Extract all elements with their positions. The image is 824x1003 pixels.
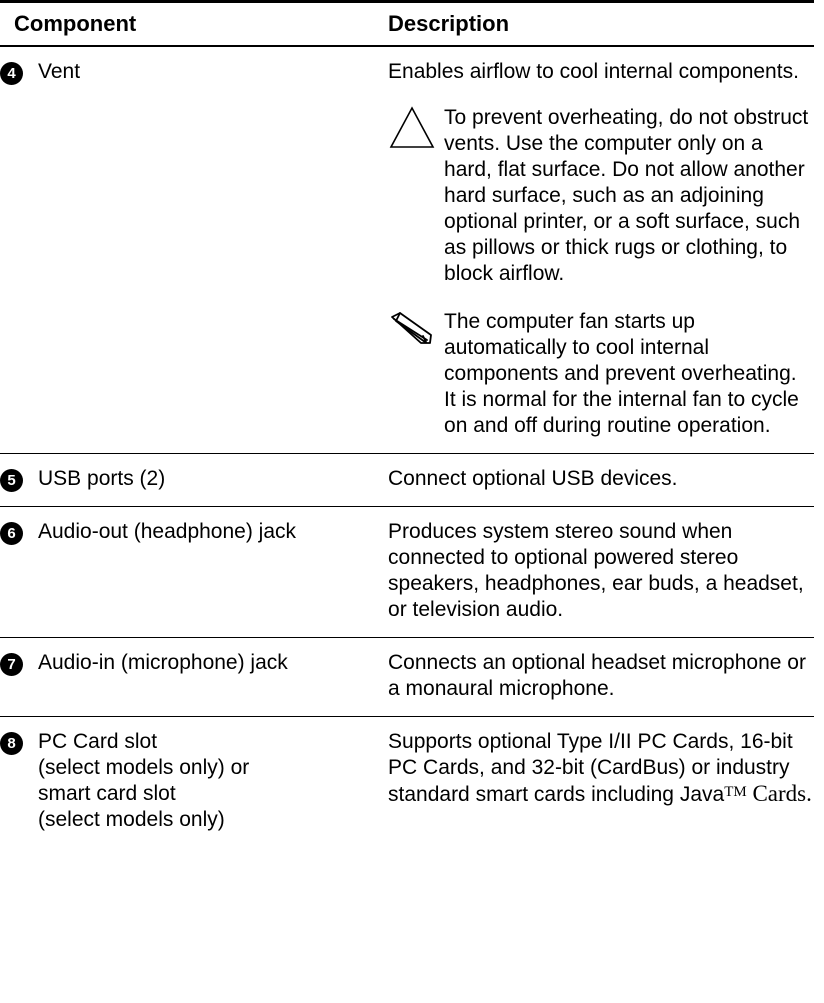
description-cell: [388, 46, 814, 454]
component-name-line: PC Card slot: [38, 730, 158, 753]
component-name-cell: [38, 46, 388, 454]
component-description: Produces system stereo sound when connected to optional powered stereo speakers, headphones, ear buds, a headset, or television audio.: [388, 520, 804, 621]
trademark-mark: TM: [724, 784, 747, 800]
header-component: Component: [0, 2, 388, 47]
table-row: [0, 46, 814, 454]
component-name-cell: [38, 454, 388, 507]
component-description: Enables airflow to cool internal components.: [388, 60, 799, 83]
description-suffix: Cards.: [746, 781, 812, 806]
table-header-row: [0, 2, 814, 47]
component-description: Connect optional USB devices.: [388, 467, 678, 490]
component-name: Audio-in (microphone) jack: [38, 651, 288, 674]
component-description: [388, 729, 814, 808]
table-row: [0, 638, 814, 717]
caution-note: [388, 105, 814, 287]
component-name-line: (select models only) or: [38, 756, 250, 779]
component-name-line: smart card slot: [38, 782, 176, 805]
note-text: The computer fan starts up automatically to cool internal components and prevent overheating. It is normal for the internal fan to cycle on and off during routine operation.: [444, 310, 799, 437]
callout-number-badge: 6: [0, 522, 23, 545]
description-cell: [388, 507, 814, 638]
component-name: USB ports (2): [38, 467, 166, 490]
description-cell: [388, 638, 814, 717]
callout-number-badge: 8: [0, 732, 23, 755]
row-number-cell: [0, 454, 38, 507]
callout-number-badge: 7: [0, 653, 23, 676]
callout-number-badge: 5: [0, 469, 23, 492]
table-row: [0, 454, 814, 507]
component-name: Vent: [38, 60, 81, 83]
callout-number-badge: 4: [0, 62, 23, 85]
row-number-cell: [0, 717, 38, 848]
component-name-line: (select models only): [38, 808, 225, 831]
component-name-cell: [38, 717, 388, 848]
description-cell: [388, 717, 814, 848]
note-pencil-icon: [388, 309, 436, 357]
table-row: [0, 717, 814, 848]
header-description: Description: [388, 2, 814, 47]
description-text: Supports optional Type I/II PC Cards, 16-bit PC Cards, and 32-bit (CardBus) or industry standard smart cards including Java: [388, 730, 793, 806]
component-description: Connects an optional headset microphone or a monaural microphone.: [388, 651, 806, 700]
component-name-cell: [38, 638, 388, 717]
table-row: [0, 507, 814, 638]
row-number-cell: [0, 638, 38, 717]
caution-text: To prevent overheating, do not obstruct vents. Use the computer only on a hard, flat surface. Do not allow another hard surface, such as an adjoining optional printer, or a soft surface, such as pillows or thick rugs or clothing, to block airflow.: [444, 106, 809, 285]
component-name-cell: [38, 507, 388, 638]
caution-triangle-icon: [388, 105, 436, 153]
row-number-cell: [0, 507, 38, 638]
description-cell: [388, 454, 814, 507]
row-number-cell: [0, 46, 38, 454]
info-note: [388, 309, 814, 439]
component-name: Audio-out (headphone) jack: [38, 520, 297, 543]
